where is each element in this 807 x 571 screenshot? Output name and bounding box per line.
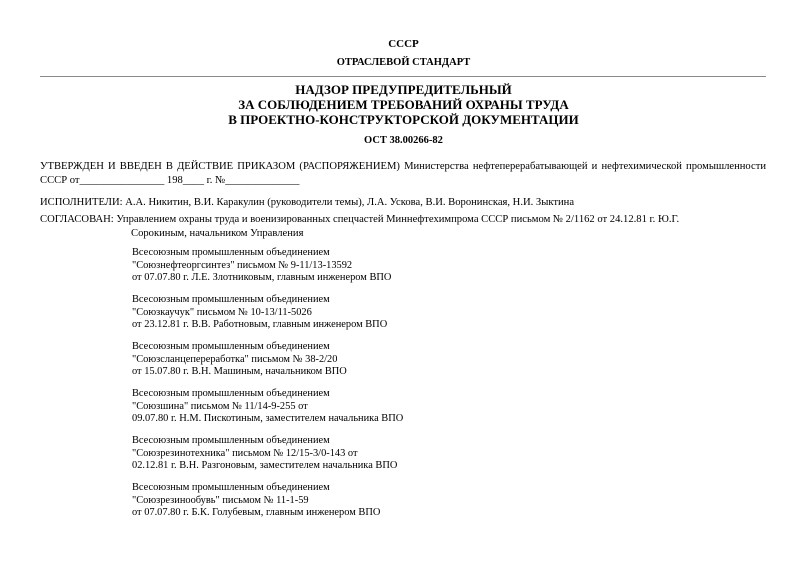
entry-line: от 07.07.80 г. Л.Е. Злотниковым, главным инженером ВПО — [132, 272, 392, 284]
entry-line: от 15.07.80 г. В.Н. Машиным, начальником ВПО — [132, 366, 347, 378]
entry-line: "Союзкаучук" письмом № 10-13/11-5026 — [132, 306, 312, 318]
title-line-2: ЗА СОБЛЮДЕНИЕМ ТРЕБОВАНИЙ ОХРАНЫ ТРУДА — [238, 97, 569, 112]
entry-line: "Союзнефтеоргсинтез" письмом № 9-11/13-13592 — [132, 259, 353, 271]
title-line-3: В ПРОЕКТНО-КОНСТРУКТОРСКОЙ ДОКУМЕНТАЦИИ — [228, 112, 579, 127]
entry-line: "Союзсланцепереработка" письмом № 38-2/20 — [132, 353, 338, 365]
entry-line: Всесоюзным промышленным объединением — [132, 482, 330, 493]
approval-entry — [132, 388, 732, 426]
entry-line: "Союзрезинообувь" письмом № 11-1-59 — [132, 494, 309, 506]
document-title — [0, 82, 807, 127]
title-line-1: НАДЗОР ПРЕДУПРЕДИТЕЛЬНЫЙ — [295, 82, 512, 97]
entry-line: Всесоюзным промышленным объединением — [132, 435, 330, 446]
entry-line: 09.07.80 г. Н.М. Пискотиным, заместителем начальника ВПО — [132, 413, 404, 425]
approval-entry — [132, 294, 732, 332]
country-heading: СССР — [388, 38, 419, 50]
header-divider — [40, 76, 766, 77]
approval-entry — [132, 435, 732, 473]
agreed-paragraph — [40, 213, 766, 240]
approval-entry — [132, 482, 732, 520]
entry-line: "Союзшина" письмом № 11/14-9-255 от — [132, 400, 308, 412]
standard-code: ОСТ 38.00266-82 — [364, 135, 443, 146]
entry-line: 02.12.81 г. В.Н. Разгоновым, заместителем начальника ВПО — [132, 460, 398, 472]
entry-line: от 23.12.81 г. В.В. Работновым, главным инженером ВПО — [132, 319, 388, 331]
agreed-text: СОГЛАСОВАН: Управлением охраны труда и военизированных спецчастей Миннефтехимпрома СССР письмом № 2/1162 от 24.12.81 г. Ю.Г. — [40, 214, 680, 225]
approval-entry — [132, 341, 732, 379]
approval-entry — [132, 247, 732, 285]
entry-line: Всесоюзным промышленным объединением — [132, 388, 330, 399]
standard-type-heading: ОТРАСЛЕВОЙ СТАНДАРТ — [336, 57, 471, 68]
entry-line: Всесоюзным промышленным объединением — [132, 341, 330, 352]
approval-paragraph: УТВЕРЖДЕН И ВВЕДЕН В ДЕЙСТВИЕ ПРИКАЗОМ (РАСПОРЯЖЕНИЕМ) Министерства нефтеперерабатывающей и нефтехимической промышленности СССР от________________ 198____ г. №______________ — [40, 161, 766, 186]
entry-line: Всесоюзным промышленным объединением — [132, 294, 330, 305]
executors-paragraph: ИСПОЛНИТЕЛИ: А.А. Никитин, В.И. Каракулин (руководители темы), Л.А. Ускова, В.И. Воронинская, Н.И. Зыктина — [40, 197, 575, 208]
entry-line: от 07.07.80 г. Б.К. Голубевым, главным инженером ВПО — [132, 507, 381, 519]
agreed-continuation: Сорокиным, начальником Управления — [131, 227, 304, 239]
entry-line: "Союзрезинотехника" письмом № 12/15-3/0-143 от — [132, 447, 358, 459]
entry-line: Всесоюзным промышленным объединением — [132, 247, 330, 258]
